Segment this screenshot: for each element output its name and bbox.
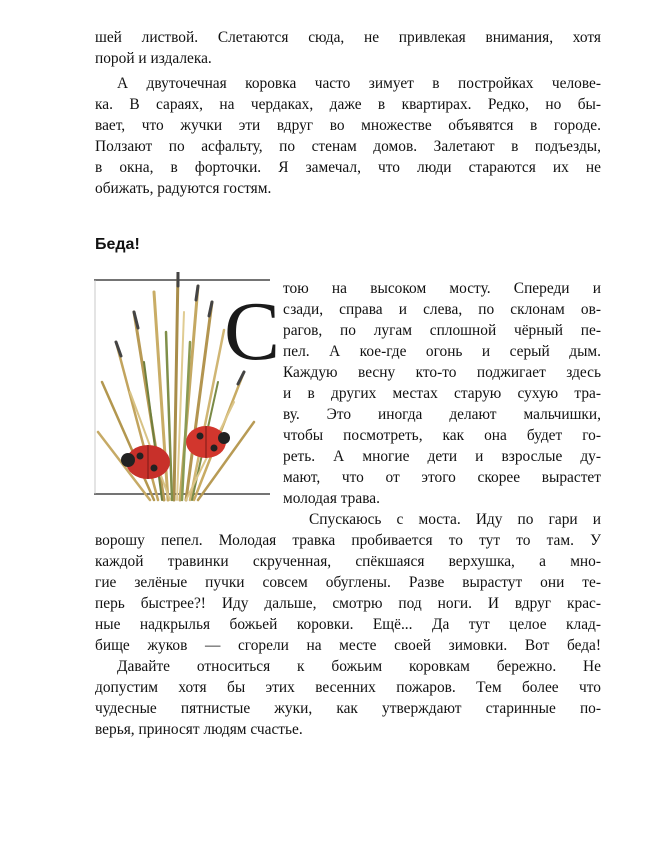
text-line: Ползают по асфальту, по стенам домов. Залетают в подъезды, bbox=[95, 138, 601, 155]
text-line: ву. Это иногда делают мальчишки, bbox=[283, 406, 601, 423]
text-line: и в других местах старую сухую тра- bbox=[283, 385, 601, 402]
dropcap-illustration bbox=[94, 272, 281, 504]
text-line: реть. А многие дети и взрослые ду- bbox=[283, 448, 601, 465]
section-title: Беда! bbox=[95, 236, 140, 253]
text-line: пел. А кое-где огонь и серый дым. bbox=[283, 343, 601, 360]
text-line: вает, что жучки эти вдруг во множестве объявятся в городе. bbox=[95, 117, 601, 134]
text-line: бище жуков — сгорели на месте своей зимовки. Вот беда! bbox=[95, 637, 601, 654]
text-line: чтобы посмотреть, как она будет го- bbox=[283, 427, 601, 444]
text-line: Давайте относиться к божьим коровкам бережно. Не bbox=[117, 658, 601, 675]
text-line: допустим хотя бы этих весенних пожаров. Тем более что bbox=[95, 679, 601, 696]
text-line: порой и издалека. bbox=[95, 50, 212, 67]
text-line: перь быстрее?! Иду дальше, смотрю под ноги. И вдруг крас- bbox=[95, 595, 601, 612]
text-line: шей листвой. Слетаются сюда, не привлекая внимания, хотя bbox=[95, 29, 601, 46]
text-line: ворошу пепел. Молодая травка пробивается то тут то там. У bbox=[95, 532, 601, 549]
text-line: каждой травинки скрученная, спёкшаяся верхушка, а мно- bbox=[95, 553, 601, 570]
ladybug-left-icon bbox=[121, 445, 170, 479]
text-line: обижать, радуются гостям. bbox=[95, 180, 272, 197]
text-line: Спускаюсь с моста. Иду по гари и bbox=[309, 511, 601, 528]
text-line: ные надкрылья божьей коровки. Ещё... Да тут целое клад- bbox=[95, 616, 601, 633]
drop-cap-letter: С bbox=[224, 285, 281, 378]
text-line: верья, приносят людям счастье. bbox=[95, 721, 303, 738]
ladybug-right-icon bbox=[186, 426, 230, 458]
text-line: А двуточечная коровка часто зимует в постройках челове- bbox=[117, 75, 601, 92]
text-line: молодая трава. bbox=[283, 490, 380, 507]
text-line: гие зелёные пучки совсем обуглены. Разве вырастут они те- bbox=[95, 574, 601, 591]
text-line: тою на высоком мосту. Спереди и bbox=[283, 280, 601, 297]
text-line: сзади, справа и слева, по склонам ов- bbox=[283, 301, 601, 318]
text-line: рагов, по лугам сплошной чёрный пе- bbox=[283, 322, 601, 339]
text-line: чудесные пятнистые жуки, как утверждают старинные по- bbox=[95, 700, 601, 717]
text-line: в окна, в форточки. Я замечал, что люди стараются их не bbox=[95, 159, 601, 176]
text-line: Каждую весну кто-то поджигает здесь bbox=[283, 364, 601, 381]
text-line: ка. В сараях, на чердаках, даже в квартирах. Редко, но бы- bbox=[95, 96, 601, 113]
text-line: мают, что от этого скорее вырастет bbox=[283, 469, 601, 486]
